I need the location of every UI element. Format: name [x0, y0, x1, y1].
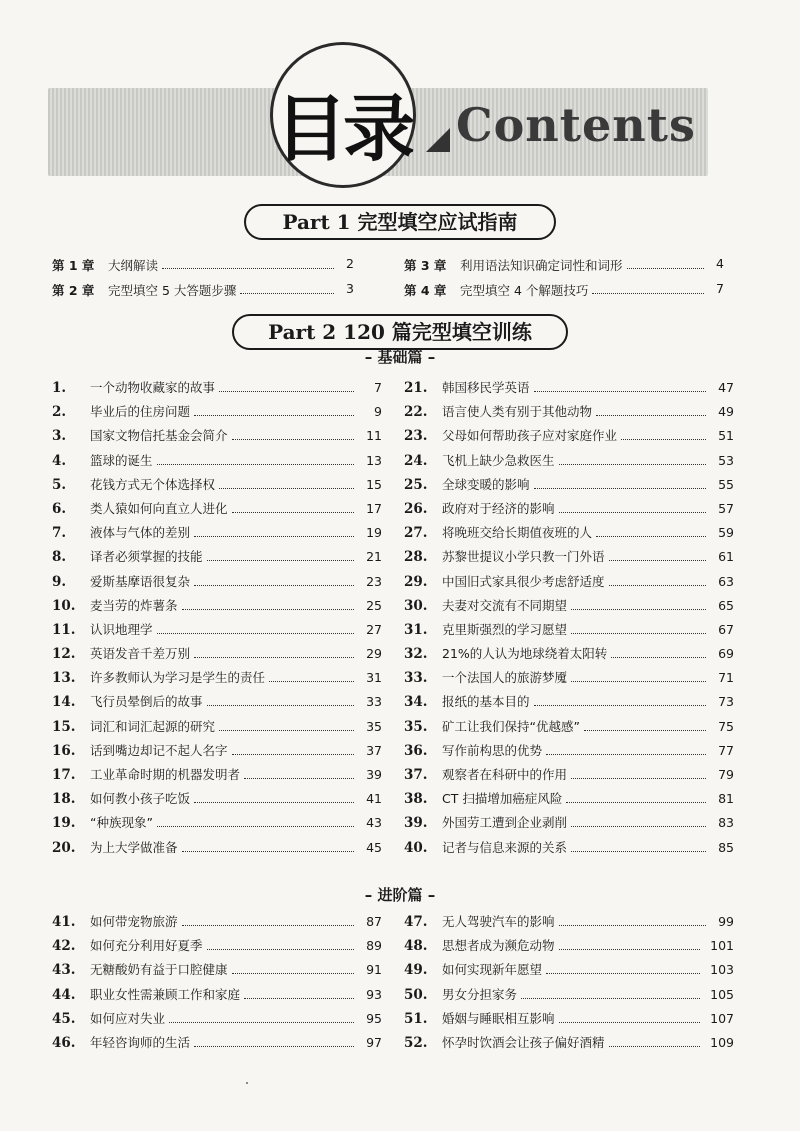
leader-dots — [219, 488, 354, 489]
entry-number: 46. — [52, 1034, 76, 1051]
entry-number: 25. — [404, 476, 428, 493]
leader-dots — [219, 730, 354, 731]
leader-dots — [592, 281, 704, 294]
toc-entry — [404, 644, 734, 668]
entry-title: 夫妻对交流有不同期望 — [442, 597, 568, 613]
toc-entry — [404, 499, 734, 523]
entry-number: 20. — [52, 839, 76, 856]
toc-entry — [404, 523, 734, 547]
entry-title: 观察者在科研中的作用 — [442, 767, 568, 782]
leader-dots — [169, 1022, 354, 1023]
entry-title: 词汇和词汇起源的研究 — [90, 718, 216, 734]
entry-number: 44. — [52, 986, 76, 1003]
entry-number: 4. — [52, 452, 67, 469]
chapter-page: 4 — [716, 256, 724, 271]
title-en: Contents — [456, 98, 696, 152]
entry-title: 婚姻与睡眠相互影响 — [442, 1010, 555, 1026]
entry-title: CT 扫描增加癌症风险 — [442, 791, 563, 807]
part1-title: Part 1 完型填空应试指南 — [244, 204, 556, 240]
entry-title: 英语发音千差万别 — [90, 646, 191, 662]
entry-number: 50. — [404, 986, 428, 1003]
entry-number: 11. — [52, 621, 76, 638]
entry-number: 42. — [52, 938, 76, 955]
entry-page: 53 — [718, 452, 734, 468]
entry-page: 61 — [718, 549, 734, 565]
entry-page: 49 — [718, 404, 734, 420]
leader-dots — [571, 778, 706, 779]
entry-page: 95 — [366, 1010, 382, 1026]
entry-page: 43 — [366, 815, 382, 831]
leader-dots — [232, 512, 354, 513]
part2-title: Part 2 120 篇完型填空训练 — [232, 314, 568, 350]
toc-entry — [404, 547, 734, 571]
entry-page: 67 — [718, 621, 734, 637]
entry-title: 外国劳工遭到企业剥削 — [442, 815, 568, 831]
entry-page: 109 — [710, 1034, 734, 1050]
entry-title: 飞行员晕倒后的故事 — [90, 694, 203, 710]
entry-title: 篮球的诞生 — [90, 452, 153, 468]
entry-title: 类人猿如何向直立人进化 — [90, 500, 228, 516]
entry-number: 30. — [404, 597, 428, 614]
entry-title: 21%的人认为地球绕着太阳转 — [442, 646, 608, 662]
entry-page: 83 — [718, 815, 734, 831]
chapter-row — [52, 256, 354, 274]
leader-dots — [559, 1022, 700, 1023]
entry-title: 飞机上缺少急救医生 — [442, 452, 555, 468]
entry-title: 一个法国人的旅游梦魇 — [442, 670, 568, 686]
entry-number: 3. — [52, 428, 67, 445]
entry-page: 57 — [718, 500, 734, 516]
title-circle — [270, 42, 416, 188]
entry-number: 51. — [404, 1010, 428, 1027]
entry-title: 男女分担家务 — [442, 986, 518, 1002]
entry-number: 18. — [52, 791, 76, 808]
entry-title: 矿工让我们保持“优越感” — [442, 718, 580, 734]
entry-page: 107 — [710, 1010, 734, 1026]
leader-dots — [609, 560, 706, 561]
entry-page: 97 — [366, 1034, 382, 1050]
entry-number: 41. — [52, 914, 76, 930]
leader-dots — [559, 512, 706, 513]
leader-dots — [194, 585, 354, 586]
entry-title: 中国旧式家具很少考虑舒适度 — [442, 573, 605, 589]
chapter-title: 利用语法知识确定词性和词形 — [460, 258, 623, 273]
entry-page: 103 — [710, 962, 734, 978]
entry-page: 75 — [718, 718, 734, 734]
entry-number: 19. — [52, 815, 76, 832]
entry-number: 14. — [52, 694, 76, 711]
entry-title: 如何实现新年愿望 — [442, 962, 543, 978]
leader-dots — [596, 536, 706, 537]
toc-entry — [404, 378, 734, 402]
leader-dots — [162, 256, 334, 269]
entry-page: 23 — [366, 573, 382, 589]
chapter-page: 7 — [716, 281, 724, 296]
entry-number: 2. — [52, 404, 67, 421]
toc-entry — [52, 596, 382, 620]
entry-number: 16. — [52, 742, 76, 759]
leader-dots — [559, 464, 706, 465]
entry-page: 13 — [366, 452, 382, 468]
entry-title: 政府对于经济的影响 — [442, 500, 555, 516]
leader-dots — [194, 1046, 354, 1047]
entry-title: 工业革命时期的机器发明者 — [90, 767, 241, 782]
title-cn: 目录 — [274, 87, 411, 171]
advanced-right-column — [404, 912, 734, 1057]
entry-number: 28. — [404, 549, 428, 566]
basic-left-column — [52, 378, 382, 862]
entry-number: 47. — [404, 914, 428, 930]
leader-dots — [534, 705, 706, 706]
entry-page: 45 — [366, 839, 382, 855]
basic-section-label: – 基础篇 – — [364, 348, 436, 366]
entry-number: 37. — [404, 767, 428, 783]
entry-title: 克里斯强烈的学习愿望 — [442, 621, 568, 637]
leader-dots — [232, 439, 354, 440]
toc-entry — [404, 402, 734, 426]
entry-page: 99 — [718, 914, 734, 929]
entry-page: 79 — [718, 767, 734, 782]
entry-page: 91 — [366, 962, 382, 978]
chapter-title: 大纲解读 — [108, 258, 159, 273]
toc-entry — [52, 960, 382, 984]
arrow-wedge-icon — [426, 128, 450, 152]
entry-number: 10. — [52, 597, 76, 614]
toc-entry — [52, 985, 382, 1009]
leader-dots — [182, 609, 354, 610]
leader-dots — [240, 281, 334, 294]
toc-entry — [404, 620, 734, 644]
entry-page: 65 — [718, 597, 734, 613]
entry-page: 69 — [718, 646, 734, 662]
entry-page: 101 — [710, 938, 734, 954]
leader-dots — [207, 705, 354, 706]
advanced-section-label: – 进阶篇 – — [364, 886, 436, 904]
entry-title: 年轻咨询师的生活 — [90, 1034, 191, 1050]
entry-page: 7 — [374, 380, 382, 395]
toc-entry — [404, 960, 734, 984]
entry-number: 31. — [404, 621, 428, 638]
chapter-label: 第 2 章 — [52, 283, 95, 298]
leader-dots — [559, 925, 706, 926]
leader-dots — [194, 802, 354, 803]
entry-number: 34. — [404, 694, 428, 711]
entry-page: 85 — [718, 839, 734, 855]
entry-page: 25 — [366, 597, 382, 613]
toc-entry — [52, 523, 382, 547]
leader-dots — [157, 826, 354, 827]
entry-title: 如何充分利用好夏季 — [90, 938, 203, 954]
chapter-row — [404, 281, 724, 299]
leader-dots — [584, 730, 706, 731]
toc-entry — [52, 912, 382, 936]
entry-number: 39. — [404, 815, 428, 832]
entry-number: 17. — [52, 767, 76, 783]
chapter-page: 3 — [346, 281, 354, 296]
leader-dots — [546, 754, 706, 755]
toc-entry — [52, 547, 382, 571]
entry-page: 29 — [366, 646, 382, 662]
toc-entry — [52, 692, 382, 716]
entry-title: 报纸的基本目的 — [442, 694, 530, 710]
entry-number: 13. — [52, 670, 76, 687]
entry-number: 35. — [404, 718, 428, 735]
entry-number: 1. — [52, 380, 67, 396]
leader-dots — [194, 415, 354, 416]
toc-entry — [404, 668, 734, 692]
entry-page: 37 — [366, 742, 382, 758]
toc-entry — [52, 620, 382, 644]
toc-entry — [404, 426, 734, 450]
entry-page: 59 — [718, 525, 734, 541]
toc-entry — [52, 451, 382, 475]
entry-title: 语言使人类有别于其他动物 — [442, 404, 593, 420]
entry-number: 38. — [404, 791, 428, 808]
entry-page: 31 — [366, 670, 382, 686]
entry-title: 苏黎世提议小学只教一门外语 — [442, 549, 605, 565]
entry-number: 6. — [52, 500, 67, 517]
chapter-label: 第 3 章 — [404, 258, 447, 273]
entry-page: 93 — [366, 986, 382, 1002]
entry-number: 24. — [404, 452, 428, 469]
entry-title: 认识地理学 — [90, 621, 153, 637]
toc-entry — [52, 838, 382, 862]
toc-entry — [52, 789, 382, 813]
entry-title: 将晚班交给长期值夜班的人 — [442, 525, 593, 541]
leader-dots — [269, 681, 354, 682]
entry-page: 89 — [366, 938, 382, 954]
entry-number: 27. — [404, 525, 428, 542]
entry-title: 怀孕时饮酒会让孩子偏好酒精 — [442, 1034, 605, 1050]
entry-title: 写作前构思的优势 — [442, 742, 543, 758]
toc-entry — [404, 765, 734, 789]
toc-entry — [404, 741, 734, 765]
entry-title: 麦当劳的炸薯条 — [90, 597, 178, 613]
entry-title: 译者必须掌握的技能 — [90, 549, 203, 565]
entry-number: 45. — [52, 1010, 76, 1027]
entry-page: 47 — [718, 380, 734, 395]
leader-dots — [207, 560, 354, 561]
entry-number: 26. — [404, 500, 428, 517]
toc-entry — [404, 717, 734, 741]
entry-page: 105 — [710, 986, 734, 1002]
toc-entry — [404, 985, 734, 1009]
toc-entry — [52, 1009, 382, 1033]
entry-title: 韩国移民学英语 — [442, 380, 530, 395]
toc-entry — [404, 692, 734, 716]
entry-number: 40. — [404, 839, 428, 856]
toc-entry — [404, 451, 734, 475]
entry-number: 43. — [52, 962, 76, 979]
leader-dots — [571, 826, 706, 827]
entry-page: 81 — [718, 791, 734, 807]
leader-dots — [207, 949, 354, 950]
leader-dots — [244, 778, 354, 779]
entry-page: 73 — [718, 694, 734, 710]
entry-title: 全球变暖的影响 — [442, 476, 530, 492]
leader-dots — [571, 633, 706, 634]
entry-title: 国家文物信托基金会简介 — [90, 428, 228, 444]
entry-number: 48. — [404, 938, 428, 955]
leader-dots — [546, 973, 700, 974]
leader-dots — [232, 973, 354, 974]
leader-dots — [571, 681, 706, 682]
entry-number: 23. — [404, 428, 428, 445]
entry-title: 如何带宠物旅游 — [90, 914, 178, 929]
entry-number: 21. — [404, 380, 428, 396]
toc-entry — [404, 813, 734, 837]
entry-number: 49. — [404, 962, 428, 979]
toc-entry — [404, 1033, 734, 1057]
leader-dots — [157, 464, 354, 465]
entry-page: 71 — [718, 670, 734, 686]
entry-page: 55 — [718, 476, 734, 492]
leader-dots — [244, 998, 354, 999]
toc-entry — [52, 402, 382, 426]
entry-title: 话到嘴边却记不起人名字 — [90, 742, 228, 758]
toc-entry — [404, 596, 734, 620]
entry-page: 15 — [366, 476, 382, 492]
entry-number: 32. — [404, 646, 428, 663]
leader-dots — [521, 998, 700, 999]
entry-title: 记者与信息来源的关系 — [442, 839, 568, 855]
entry-page: 51 — [718, 428, 734, 444]
entry-title: 爱斯基摩语很复杂 — [90, 573, 191, 589]
chapter-title: 完型填空 5 大答题步骤 — [108, 283, 237, 298]
entry-title: 许多教师认为学习是学生的责任 — [90, 670, 266, 686]
chapter-row — [52, 281, 354, 299]
entry-page: 33 — [366, 694, 382, 710]
leader-dots — [627, 256, 704, 269]
chapter-row — [404, 256, 724, 274]
entry-title: 无人驾驶汽车的影响 — [442, 914, 555, 929]
entry-page: 17 — [366, 500, 382, 516]
entry-number: 5. — [52, 476, 67, 493]
entry-number: 9. — [52, 573, 67, 590]
entry-title: 父母如何帮助孩子应对家庭作业 — [442, 428, 618, 444]
toc-entry — [52, 813, 382, 837]
entry-number: 22. — [404, 404, 428, 421]
toc-entry — [52, 717, 382, 741]
toc-entry — [52, 936, 382, 960]
leader-dots — [534, 488, 706, 489]
entry-number: 12. — [52, 646, 76, 663]
entry-title: 花钱方式无个体选择权 — [90, 476, 216, 492]
leader-dots — [219, 391, 354, 392]
entry-title: “种族现象” — [90, 815, 153, 831]
toc-entry — [404, 936, 734, 960]
leader-dots — [559, 949, 700, 950]
entry-title: 一个动物收藏家的故事 — [90, 380, 216, 395]
leader-dots — [534, 391, 706, 392]
entry-title: 如何应对失业 — [90, 1010, 166, 1026]
leader-dots — [611, 657, 706, 658]
entry-page: 9 — [374, 404, 382, 420]
leader-dots — [182, 925, 354, 926]
entry-title: 液体与气体的差别 — [90, 525, 191, 541]
entry-title: 如何教小孩子吃饭 — [90, 791, 191, 807]
leader-dots — [194, 657, 354, 658]
toc-entry — [52, 1033, 382, 1057]
entry-number: 36. — [404, 742, 428, 759]
toc-entry — [52, 499, 382, 523]
entry-page: 41 — [366, 791, 382, 807]
entry-number: 15. — [52, 718, 76, 735]
toc-entry — [404, 475, 734, 499]
entry-title: 毕业后的住房问题 — [90, 404, 191, 420]
entry-number: 33. — [404, 670, 428, 687]
chapter-label: 第 1 章 — [52, 258, 95, 273]
entry-page: 39 — [366, 767, 382, 782]
leader-dots — [609, 585, 706, 586]
leader-dots — [609, 1046, 700, 1047]
entry-page: 35 — [366, 718, 382, 734]
toc-entry — [52, 668, 382, 692]
entry-number: 52. — [404, 1034, 428, 1051]
entry-page: 63 — [718, 573, 734, 589]
toc-entry — [52, 765, 382, 789]
toc-entry — [52, 741, 382, 765]
entry-page: 11 — [366, 428, 382, 444]
entry-page: 87 — [366, 914, 382, 929]
toc-entry — [404, 838, 734, 862]
leader-dots — [157, 633, 354, 634]
entry-page: 27 — [366, 621, 382, 637]
leader-dots — [566, 802, 706, 803]
contents-banner — [0, 0, 800, 200]
chapter-title: 完型填空 4 个解题技巧 — [460, 283, 589, 298]
toc-entry — [52, 378, 382, 402]
entry-title: 思想者成为濒危动物 — [442, 938, 555, 954]
toc-entry — [404, 572, 734, 596]
basic-right-column — [404, 378, 734, 862]
entry-number: 29. — [404, 573, 428, 590]
toc-entry — [404, 1009, 734, 1033]
scan-speck — [246, 1082, 248, 1084]
leader-dots — [194, 536, 354, 537]
chapter-label: 第 4 章 — [404, 283, 447, 298]
toc-entry — [404, 789, 734, 813]
leader-dots — [621, 439, 706, 440]
chapter-page: 2 — [346, 256, 354, 271]
leader-dots — [571, 851, 706, 852]
leader-dots — [596, 415, 706, 416]
entry-title: 职业女性需兼顾工作和家庭 — [90, 986, 241, 1002]
entry-number: 7. — [52, 525, 67, 542]
toc-entry — [52, 572, 382, 596]
toc-entry — [52, 426, 382, 450]
entry-page: 21 — [366, 549, 382, 565]
leader-dots — [232, 754, 354, 755]
toc-entry — [52, 644, 382, 668]
entry-page: 77 — [718, 742, 734, 758]
toc-entry — [404, 912, 734, 936]
entry-number: 8. — [52, 549, 67, 566]
entry-title: 为上大学做准备 — [90, 839, 178, 855]
entry-page: 19 — [366, 525, 382, 541]
toc-entry — [52, 475, 382, 499]
leader-dots — [182, 851, 354, 852]
advanced-left-column — [52, 912, 382, 1057]
leader-dots — [571, 609, 706, 610]
entry-title: 无糖酸奶有益于口腔健康 — [90, 962, 228, 978]
